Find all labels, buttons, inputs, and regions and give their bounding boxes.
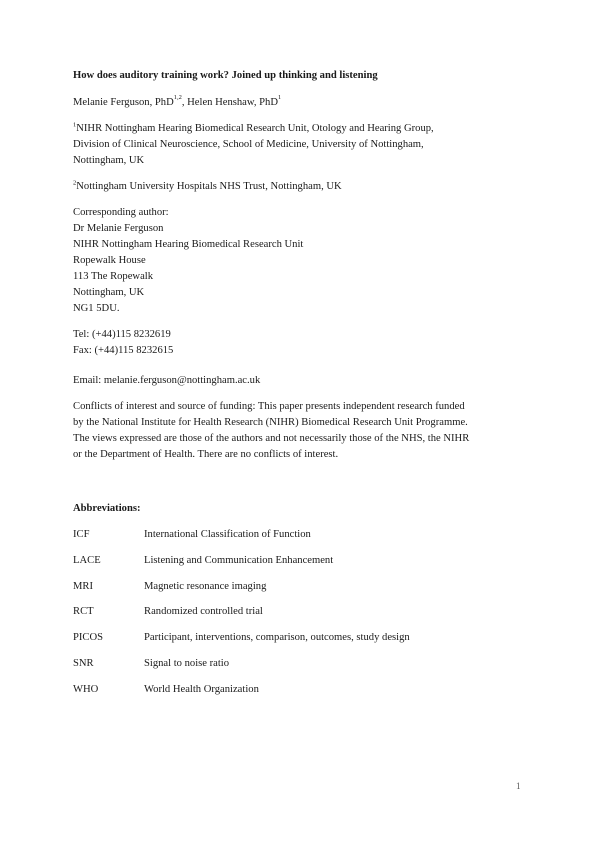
- abbreviation-definition: International Classification of Function: [144, 529, 311, 540]
- abbreviation-row: [73, 604, 525, 620]
- abbreviation-code: LACE: [73, 554, 101, 566]
- abbreviation-definition: Magnetic resonance imaging: [144, 580, 267, 592]
- affiliation-text: NIHR Nottingham Hearing Biomedical Research Unit, Otology and Hearing Group,: [76, 123, 434, 134]
- corresponding-line: Ropewalk House: [73, 255, 146, 266]
- conflicts-statement: [73, 399, 525, 463]
- phone-block: [73, 327, 525, 359]
- conflicts-line: Conflicts of interest and source of funding: This paper presents independent research funded: [73, 401, 465, 412]
- abbreviation-code: ICF: [73, 529, 90, 540]
- author-line: [73, 95, 525, 111]
- corresponding-line: Nottingham, UK: [73, 287, 145, 298]
- conflicts-line: by the National Institute for Health Research (NIHR) Biomedical Research Unit Programme.: [73, 417, 468, 428]
- abbreviation-definition: Signal to noise ratio: [144, 657, 230, 669]
- email-block: [73, 373, 525, 389]
- affiliation: [73, 121, 525, 169]
- corresponding-line: NIHR Nottingham Hearing Biomedical Research Unit: [73, 239, 304, 250]
- corresponding-line: Corresponding author:: [73, 207, 169, 218]
- telephone: Tel: (+44)115 8232619: [73, 329, 171, 340]
- abbreviation-definition: Randomized controlled trial: [144, 606, 263, 618]
- abbreviation-code: SNR: [73, 657, 94, 669]
- affiliation-text: Nottingham University Hospitals NHS Trust, Nottingham, UK: [76, 181, 342, 192]
- abbreviation-definition: World Health Organization: [144, 683, 259, 695]
- affiliation-line: Division of Clinical Neuroscience, School of Medicine, University of Nottingham,: [73, 139, 424, 150]
- affiliation: [73, 179, 525, 195]
- author-affiliation-marker: 1,2: [173, 94, 182, 102]
- affiliation-marker: 1: [73, 121, 77, 129]
- abbreviations-list: [73, 527, 525, 698]
- corresponding-line: NG1 5DU.: [73, 303, 120, 314]
- abbreviation-row: [73, 579, 525, 595]
- corresponding-line: 113 The Ropewalk: [73, 271, 154, 282]
- abbreviation-code: RCT: [73, 606, 94, 618]
- abbreviation-code: MRI: [73, 580, 94, 592]
- fax: Fax: (+44)115 8232615: [73, 345, 174, 356]
- document-page: [73, 68, 525, 708]
- affiliation-line: [73, 179, 525, 195]
- conflicts-line: The views expressed are those of the authors and not necessarily those of the NHS, the NIHR: [73, 433, 470, 444]
- author-separator: ,: [181, 97, 188, 108]
- email: Email: melanie.ferguson@nottingham.ac.uk: [73, 375, 261, 386]
- affiliation-line: Nottingham, UK: [73, 155, 145, 166]
- author-name: Melanie Ferguson, PhD: [73, 97, 174, 108]
- corresponding-line: Dr Melanie Ferguson: [73, 223, 164, 234]
- page-number: 1: [516, 781, 521, 791]
- abbreviation-row: [73, 656, 525, 672]
- affiliation-marker: 2: [73, 179, 77, 187]
- abbreviation-row: [73, 682, 525, 698]
- abbreviation-row: [73, 630, 525, 646]
- corresponding-author: [73, 205, 525, 317]
- conflicts-line: or the Department of Health. There are no conflicts of interest.: [73, 449, 339, 460]
- author-name: Helen Henshaw, PhD: [187, 97, 278, 108]
- abbreviation-row: [73, 527, 525, 543]
- author-affiliation-marker: 1: [277, 94, 282, 102]
- abbreviation-definition: Listening and Communication Enhancement: [144, 554, 334, 566]
- abbreviation-row: [73, 553, 525, 569]
- abbreviation-definition: Participant, interventions, comparison, outcomes, study design: [144, 632, 410, 644]
- abbreviation-code: PICOS: [73, 632, 104, 644]
- abbreviations-heading: Abbreviations:: [73, 503, 141, 514]
- abbreviation-code: WHO: [73, 683, 99, 695]
- affiliation-line: [73, 121, 525, 137]
- paper-title: How does auditory training work? Joined up thinking and listening: [73, 70, 378, 81]
